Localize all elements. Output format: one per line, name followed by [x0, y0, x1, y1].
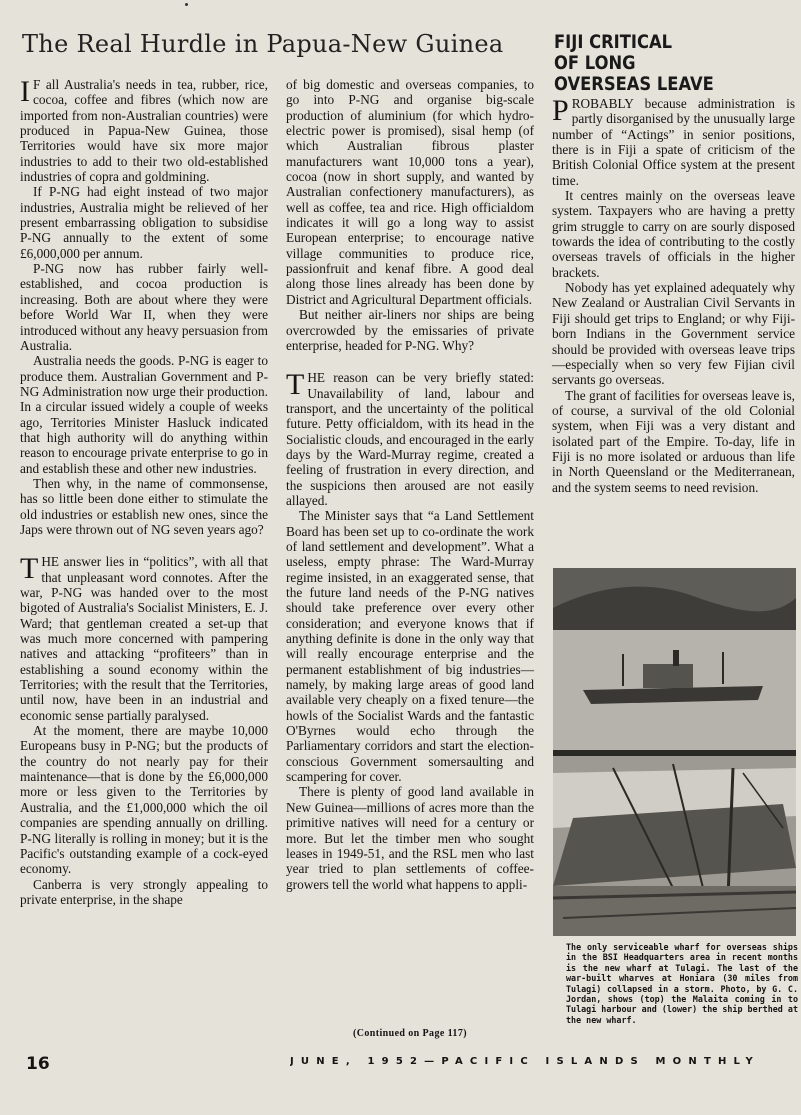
paragraph — [286, 370, 534, 508]
paragraph: If P-NG had eight instead of two major industries, Australia might be relieved of her present embarrassing obligation to subsidise P-NG annually to the extent of some £6,000,000 per annum. — [20, 184, 268, 261]
headline: The Real Hurdle in Papua-New Guinea — [22, 30, 504, 58]
paragraph: It centres mainly on the overseas leave system. Taxpayers who are having a pretty grim struggle to carry on are sourly disposed towards the idea of contributing to the costly overseas travels of officials in the higher brackets. — [552, 188, 795, 280]
drop-cap: T — [286, 368, 305, 402]
paragraph: At the moment, there are maybe 10,000 Europeans busy in P-NG; but the products of the country do not nearly pay for their maintenance—that is done by the £6,000,000 more or less given to the Territories by Australia, and the £1,000,000 which the oil companies are spending annually on drilling. P-NG literally is rolling in money; but it is the Pacific's outstanding example of a cock-eyed economy. — [20, 723, 268, 877]
article-column-2 — [286, 77, 534, 892]
paragraph — [20, 77, 268, 184]
photo-caption: The only serviceable wharf for overseas ships in the BSI Headquarters area in recent months is the new wharf at Tulagi. The last of the war-built wharves at Honiara (30 miles from Tulagi) collapsed in a storm. Photo, by G. C. Jordan, shows (top) the Malaita coming in to Tulagi harbour and (lower) the ship berthed at the new wharf. — [566, 942, 798, 1025]
side-headline-line-2: OF LONG — [554, 52, 636, 74]
paragraph — [552, 96, 795, 188]
paragraph: of big domestic and overseas companies, to go into P-NG and organise big-scale production of aluminium (for which hydro-electric power is promised), sisal hemp (of which Australian fibrous plaster manufacturers want 10,000 tons a year), cocoa (now in short supply, and wanted by Australian confectionery manufacturers), as well as coffee, tea and rice. High officialdom indicates it will go a long way to assist European enterprise; to encourage native village communities to produce rice, passionfruit and kenaf fibre. A good deal along those lines already has been done by District and Agricultural Department officials. — [286, 77, 534, 307]
paragraph: The grant of facilities for overseas leave is, of course, a survival of the old Colonial system, when Fiji was a very distant and isolated part of the Empire. To-day, life in Fiji is no more isolated or arduous than life in North Queensland or the Mediterranean, and the system seems to need revision. — [552, 387, 795, 495]
paragraph: The Minister says that “a Land Settlement Board has been set up to co-ordinate the work of land settlement and development”. What a useless, empty phrase: The Ward-Murray regime insisted, in an exaggerated sense, that the future land needs of the P-NG natives should take preference over every other consideration; and everyone knows that if anything definite is done in the only way that will really encourage enterprise and the permanent establishment of big industries—namely, by making large areas of good land available very cheaply on a fixed tenure—the howls of the Socialist Wards and the fantastic O'Byrnes would echo through the Parliamentary corridors and start the election-conscious Government somersaulting and scampering for cover. — [286, 508, 534, 785]
paragraph: Australia needs the goods. P-NG is eager to produce them. Australian Government and P-NG Administration now urge their production. In a circular issued widely a couple of weeks ago, Territories Minister Hasluck indicated that high authority will do anything within reason to encourage private enterprise to go in and establish these and other new industries. — [20, 353, 268, 476]
side-article-column — [552, 96, 795, 495]
paragraph-text: F all Australia's needs in tea, rubber, rice, cocoa, coffee and fibres (which now are imported from non-Australian countries) were produced in Papua-New Guinea, those Territories would have six more major industries to add to their two old-established industries of copra and goldmining. — [20, 77, 268, 185]
page-number: 16 — [26, 1054, 50, 1074]
side-headline — [554, 32, 760, 95]
paragraph-text: HE answer lies in “politics”, with all that that unpleasant word connotes. After the war, P-NG was handed over to the most bigoted of Australia's Socialist Ministers, E. J. Ward; that gentleman created a set-up that was much more concerned with pampering natives and attacking “profiteers” than in establishing a sound economy within the Territories; with the result that the Territories, until now, have been in an industrial and economic sense partially paralysed. — [20, 554, 268, 723]
paragraph: Nobody has yet explained adequately why New Zealand or Australian Civil Servants in Fiji should get trips to England; or why Fiji-born Indians in the Government service should be provided with overseas leave trips—especially when so very few Fijian civil servants go overseas. — [552, 280, 795, 388]
side-headline-line-3: OVERSEAS LEAVE — [554, 73, 714, 95]
side-headline-line-1: FIJI CRITICAL — [554, 31, 673, 53]
paragraph-text: ROBABLY because administration is partly disorganised by the unusually large number of “Actings” in senior positions, there is in Fiji a spate of criticism of the British Colonial Office system at the present time. — [552, 96, 795, 188]
article-column-1 — [20, 77, 268, 907]
paragraph: Canberra is very strongly appealing to private enterprise, in the shape — [20, 876, 268, 907]
paragraph: P-NG now has rubber fairly well-established, and cocoa production is increasing. Both are about where they were before World War II, when they were introduced without any heavy persuasion from Australia. — [20, 261, 268, 353]
wharf-photo-image — [553, 568, 796, 936]
drop-cap: P — [552, 94, 569, 127]
wharf-photo — [553, 568, 796, 936]
paragraph — [20, 554, 268, 723]
paragraph: There is plenty of good land available in New Guinea—millions of acres more than the primitive natives will need for a century or more. But let the timber men who sought leases in 1949-51, and the RSL men who last year tried to plan settlements of coffee-growers tell the world what happens to appli- — [286, 784, 534, 892]
print-mark — [185, 3, 188, 6]
drop-cap: I — [20, 75, 30, 108]
running-title: JUNE, 1952—PACIFIC ISLANDS MONTHLY — [290, 1056, 760, 1067]
drop-cap: T — [20, 552, 39, 586]
continued-note: (Continued on Page 117) — [353, 1028, 467, 1039]
paragraph-text: HE reason can be very briefly stated: Unavailability of land, labour and transport, and the uncertainty of the political future. Petty officialdom, with its head in the Socialistic clouds, and encouraged in the early days by the Ward-Murray regime, created a feeling of frustration in every direction, and the suspicions then aroused are not easily allayed. — [286, 370, 534, 508]
paragraph: Then why, in the name of commonsense, has so little been done either to stimulate the old industries or establish new ones, since the Japs were thrown out of NG seven years ago? — [20, 475, 268, 537]
paragraph: But neither air-liners nor ships are being overcrowded by the emissaries of private enterprise, headed for P-NG. Why? — [286, 307, 534, 353]
